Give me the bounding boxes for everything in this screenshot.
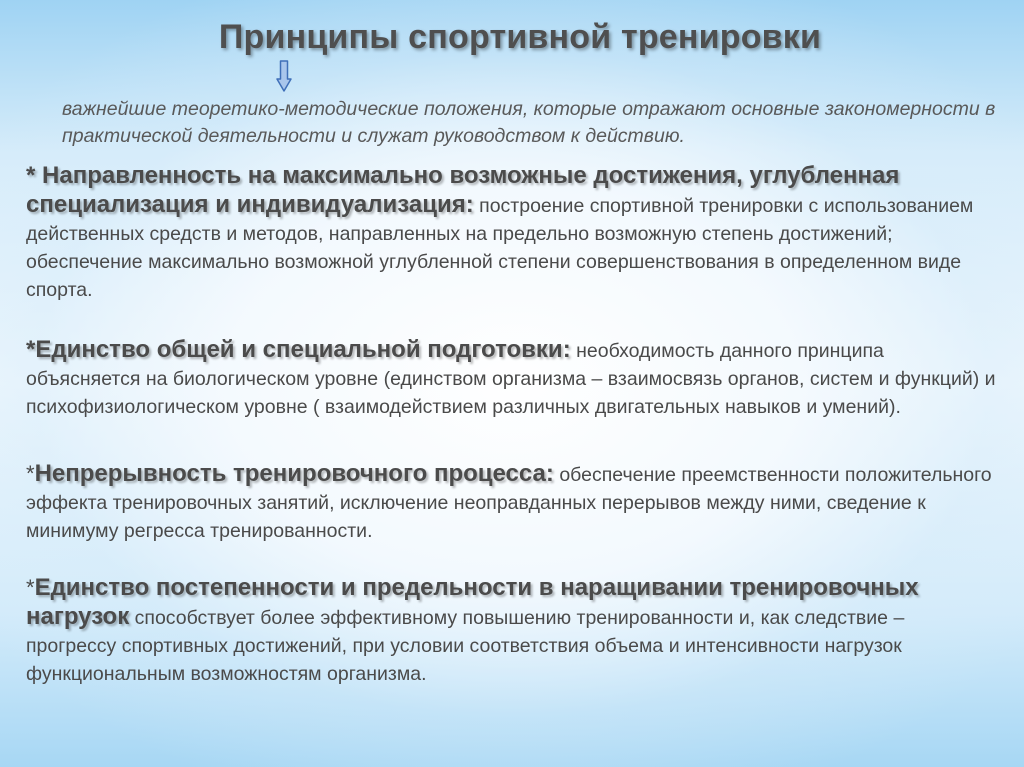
principle-name: Единство постепенности и предельности в наращивании тренировочных нагрузок	[26, 574, 919, 630]
principle-name: Непрерывность тренировочного процесса:	[34, 460, 554, 487]
principle-marker: *	[26, 575, 35, 600]
principle-item	[26, 162, 996, 304]
principle-name: Направленность на максимально возможные достижения, углубленная специализация и индивидуализация:	[26, 162, 900, 218]
slide-title: Принципы спортивной тренировки	[218, 18, 822, 56]
principle-marker: *	[26, 461, 35, 486]
principle-description: способствует более эффективному повышению тренированности и, как следствие – прогрессу спортивных достижений, при условии соответствия объема и интенсивности нагрузок функциональным возможностям организма.	[26, 607, 905, 685]
principle-item	[26, 336, 996, 421]
definition-text: важнейшие теоретико-методические положения, которые отражают основные закономерности в практической деятельности и служат руководством к действию.	[62, 98, 996, 147]
principle-name: Единство общей и специальной подготовки:	[35, 336, 571, 363]
principle-description: необходимость данного принципа объясняется на биологическом уровне (единством организма – взаимосвязь органов, систем и функций) и психофизиологическом уровне ( взаимодействием различных двигательных навыков и умений).	[26, 340, 996, 418]
principle-item	[26, 574, 996, 688]
down-arrow-icon	[276, 60, 292, 92]
principle-item	[26, 460, 996, 545]
principle-marker: *	[26, 336, 36, 363]
principle-description: построение спортивной тренировки с использованием действенных средств и методов, направленных на предельно возможную степень достижений; обеспечение максимально возможной углубленной степени совершенствования в определенном виде спорта.	[26, 195, 974, 301]
principle-description: обеспечение преемственности положительного эффекта тренировочных занятий, исключение неоправданных перерывов между ними, сведение к минимуму регресса тренированности.	[26, 464, 992, 542]
principle-marker: *	[26, 162, 43, 189]
